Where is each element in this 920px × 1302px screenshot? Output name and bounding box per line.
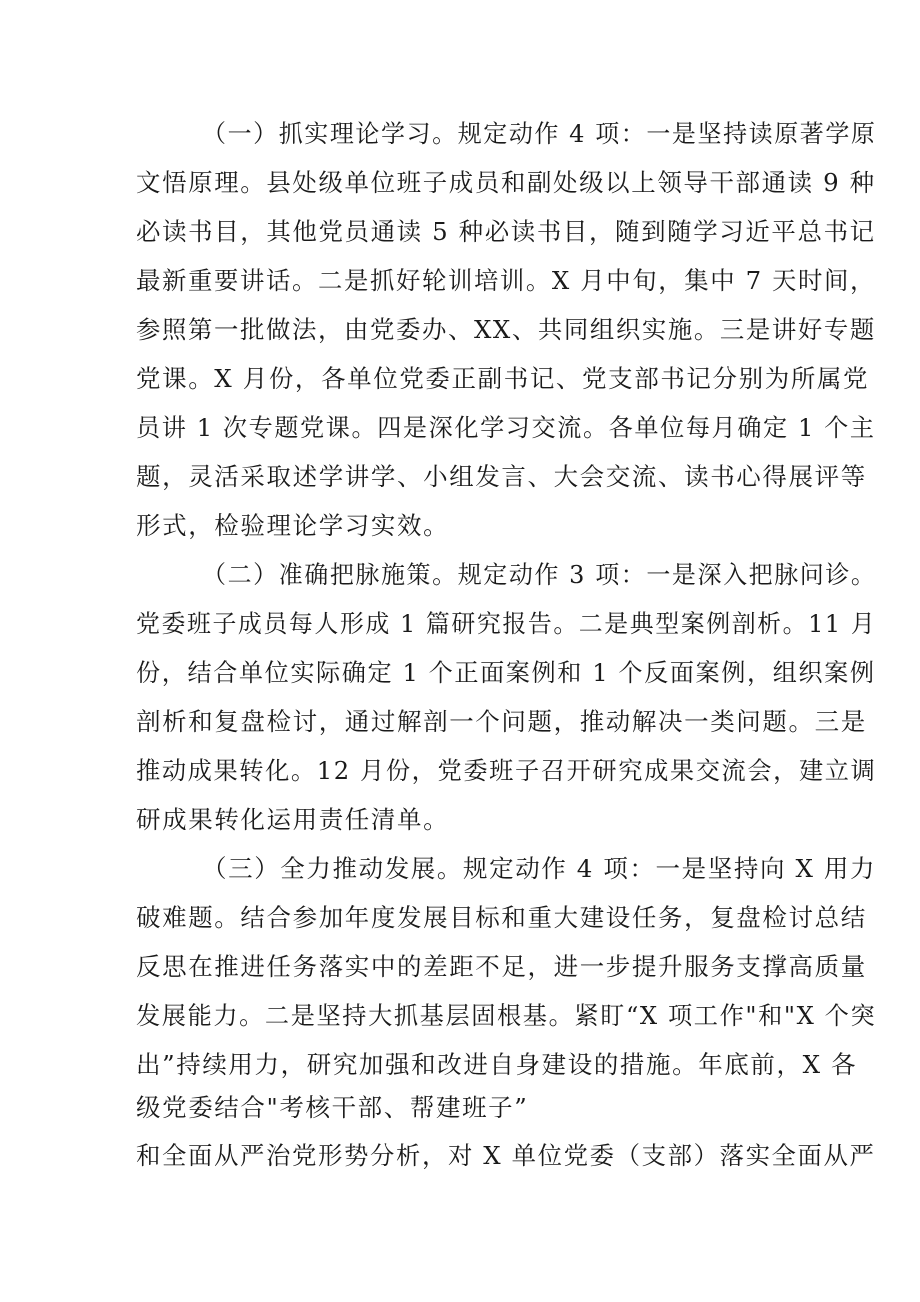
paragraph-line: 发展能力。二是坚持大抓基层固根基。紧盯“X 项工作"和"X 个突 [136,1001,877,1030]
paragraph-line: 最新重要讲话。二是抓好轮训培训。X 月中旬，集中 7 天时间， [136,266,877,295]
paragraph-line: 参照第一批做法，由党委办、XX、共同组织实施。三是讲好专题 [136,315,876,344]
paragraph-line: 反思在推进任务落实中的差距不足，进一步提升服务支撑高质量 [136,952,867,981]
paragraph-line: 破难题。结合参加年度发展目标和重大建设任务，复盘检讨总结 [136,903,867,932]
paragraph-line: 文悟原理。县处级单位班子成员和副处级以上领导干部通读 9 种 [136,168,876,197]
paragraph-line: 题，灵活采取述学讲学、小组发言、大会交流、读书心得展评等 [136,462,867,491]
paragraph-line: 和全面从严治党形势分析，对 X 单位党委（支部）落实全面从严 [136,1141,876,1170]
paragraph-line: 研成果转化运用责任清单。 [136,805,450,834]
paragraph-line: （三）全力推动发展。规定动作 4 项：一是坚持向 X 用力 [202,854,877,883]
paragraph-line: 员讲 1 次专题党课。四是深化学习交流。各单位每月确定 1 个主 [136,413,876,442]
paragraph-line: 级党委结合"考核干部、帮建班子” [136,1093,529,1122]
paragraph-line: 形式，检验理论学习实效。 [136,511,450,540]
paragraph-line: 剖析和复盘检讨，通过解剖一个问题，推动解决一类问题。三是 [136,707,867,736]
paragraph-line: 必读书目，其他党员通读 5 种必读书目，随到随学习近平总书记 [136,217,876,246]
paragraph-line: 份，结合单位实际确定 1 个正面案例和 1 个反面案例，组织案例 [136,658,876,687]
paragraph-line: 推动成果转化。12 月份，党委班子召开研究成果交流会，建立调 [136,756,877,785]
paragraph-line: 党课。X 月份，各单位党委正副书记、党支部书记分别为所属党 [136,364,870,393]
paragraph-line: （一）抓实理论学习。规定动作 4 项：一是坚持读原著学原 [202,119,877,148]
paragraph-line: （二）准确把脉施策。规定动作 3 项：一是深入把脉问诊。 [202,560,877,589]
paragraph-line: 党委班子成员每人形成 1 篇研究报告。二是典型案例剖析。11 月 [136,609,877,638]
paragraph-line: 出”持续用力，研究加强和改进自身建设的措施。年底前，X 各 [136,1050,858,1079]
